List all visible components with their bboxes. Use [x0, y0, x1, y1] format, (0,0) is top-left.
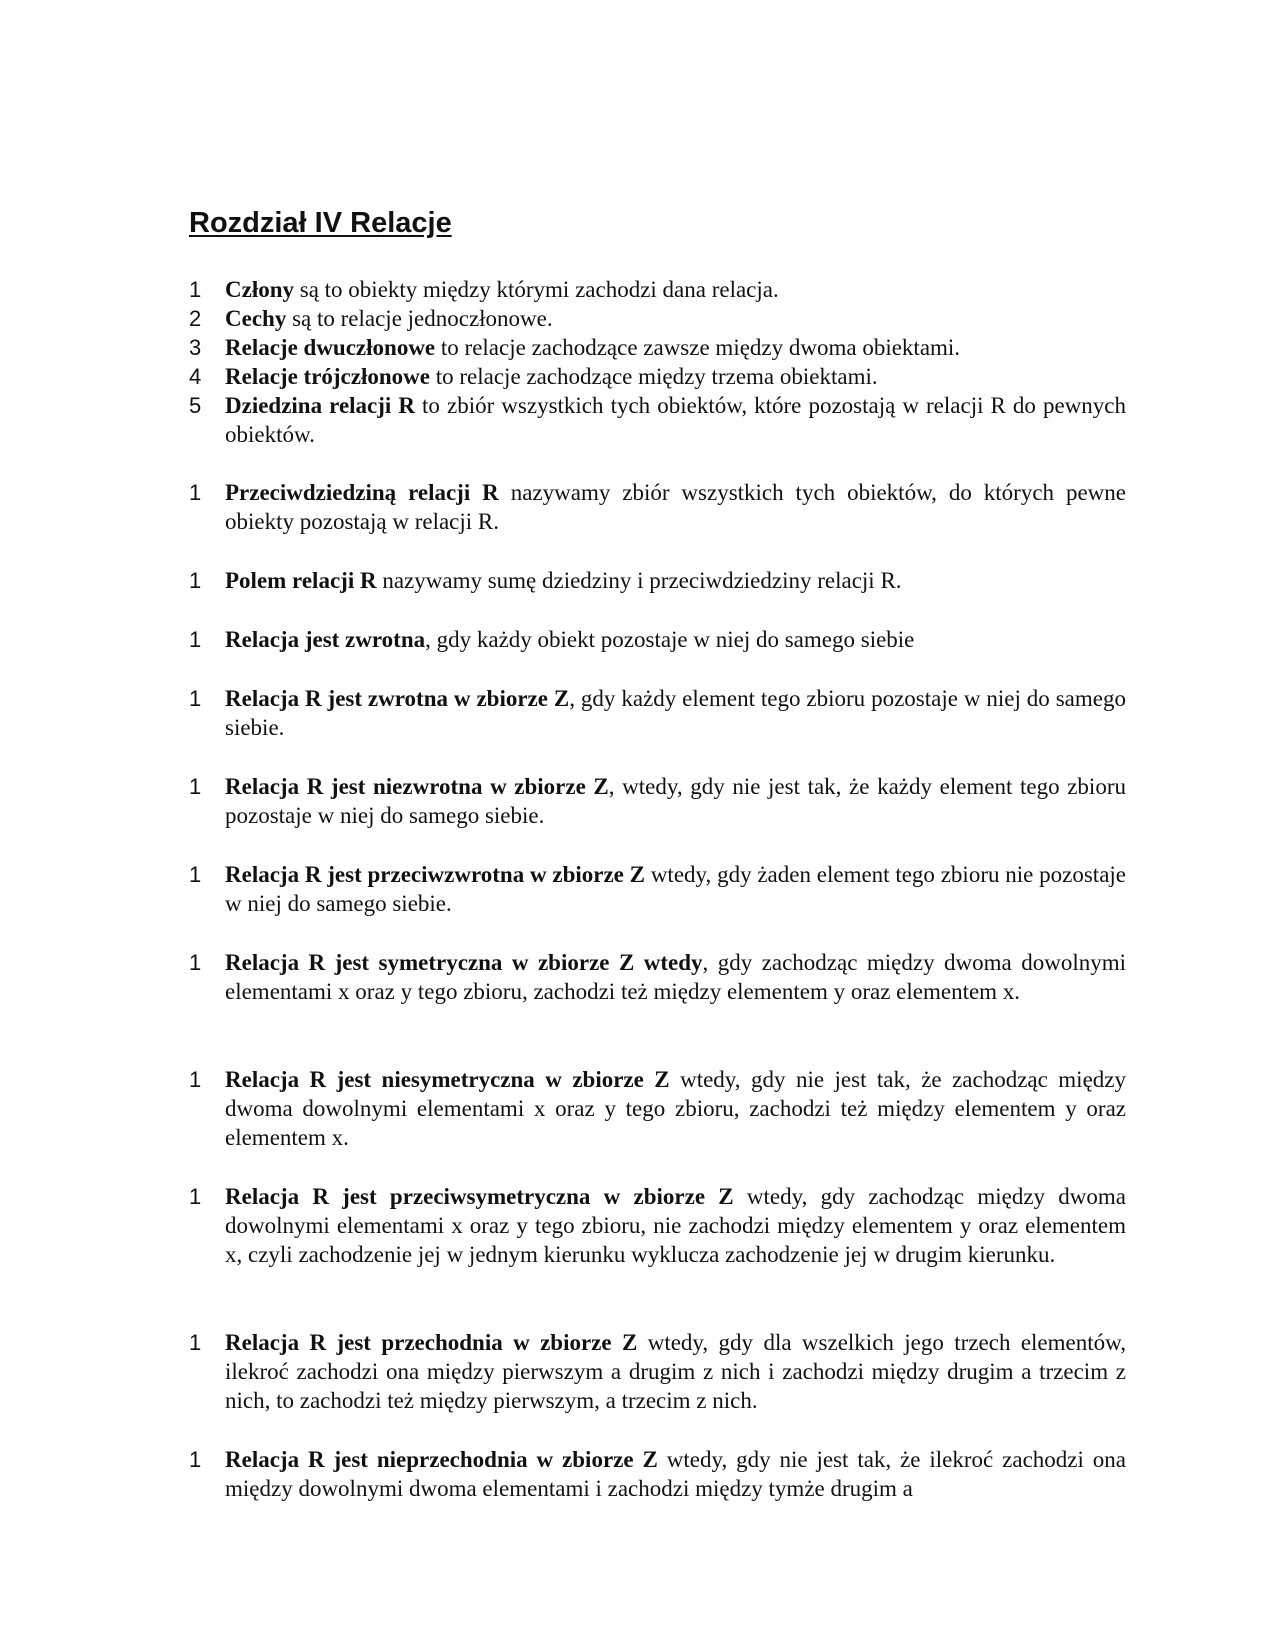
item-term: Relacja R jest niezwrotna w zbiorze Z	[225, 774, 609, 799]
item-text: to relacje zachodzące zawsze między dwoma obiektami.	[435, 335, 961, 360]
item-text: to relacje zachodzące między trzema obiektami.	[429, 364, 878, 389]
item-term: Relacja R jest niesymetryczna w zbiorze Z	[225, 1067, 670, 1092]
list-item	[189, 362, 1126, 391]
item-text: nazywamy zbiór wszystkich tych obiektów, do których pewne obiekty pozostają w relacji R.	[225, 480, 1126, 534]
item-text: to zbiór wszystkich tych obiektów, które pozostają w relacji R do pewnych obiektów.	[225, 393, 1127, 447]
item-term: Relacja jest zwrotna	[225, 627, 426, 652]
item-number: 1	[189, 862, 202, 887]
item-number: 1	[189, 1330, 202, 1355]
list-item	[189, 948, 1126, 1006]
list-item	[189, 772, 1126, 830]
item-text: są to obiekty między którymi zachodzi dana relacja.	[294, 277, 779, 302]
item-text: , wtedy, gdy nie jest tak, że każdy element tego zbioru pozostaje w niej do samego siebie.	[225, 774, 1126, 828]
item-number: 1	[189, 277, 202, 302]
item-text: wtedy, gdy żaden element tego zbioru nie pozostaje w niej do samego siebie.	[225, 862, 1126, 916]
item-term: Relacja R jest nieprzechodnia w zbiorze Z	[225, 1447, 658, 1472]
item-term: Człony	[225, 277, 294, 302]
list-item	[189, 333, 1126, 362]
item-number: 4	[189, 364, 202, 389]
item-term: Przeciwdziedziną relacji R	[225, 480, 499, 505]
item-text: wtedy, gdy nie jest tak, że zachodząc między dwoma dowolnymi elementami x oraz y tego zbioru, zachodzi też między elementem y oraz elementem x.	[225, 1067, 1126, 1150]
item-number: 1	[189, 1447, 202, 1472]
item-number: 3	[189, 335, 202, 360]
list-item	[189, 1065, 1126, 1152]
item-text: wtedy, gdy nie jest tak, że ilekroć zachodzi ona między dowolnymi dwoma elementami i zachodzi między tymże drugim a	[225, 1447, 1126, 1501]
item-number: 1	[189, 627, 202, 652]
item-number: 1	[189, 568, 202, 593]
item-text: , gdy każdy element tego zbioru pozostaje w niej do samego siebie.	[225, 686, 1126, 740]
item-term: Relacja R jest zwrotna w zbiorze Z	[225, 686, 570, 711]
item-number: 1	[189, 774, 202, 799]
chapter-heading: Rozdział IV Relacje	[189, 207, 452, 239]
item-number: 1	[189, 686, 202, 711]
list-item	[189, 275, 1126, 304]
list-item	[189, 566, 1126, 595]
item-term: Relacja R jest przeciwzwrotna w zbiorze Z	[225, 862, 646, 887]
item-term: Polem relacji R	[225, 568, 377, 593]
item-number: 1	[189, 1067, 202, 1092]
item-text: wtedy, gdy zachodząc między dwoma dowolnymi elementami x oraz y tego zbioru, nie zachodzi między elementem y oraz elementem x, czyli zachodzenie jej w jednym kierunku wyklucza zachodzenie jej w drugim kierunku.	[225, 1184, 1126, 1267]
item-term: Relacja R jest przechodnia w zbiorze Z	[225, 1330, 638, 1355]
item-text: , gdy zachodząc między dwoma dowolnymi elementami x oraz y tego zbioru, zachodzi też między elementem y oraz elementem x.	[225, 950, 1127, 1004]
item-number: 2	[189, 306, 202, 331]
list-item	[189, 625, 1126, 654]
item-number: 1	[189, 1184, 202, 1209]
item-term: Dziedzina relacji R	[225, 393, 415, 418]
list-item	[189, 391, 1126, 449]
list-item	[189, 1182, 1126, 1269]
item-term: Relacje dwuczłonowe	[225, 335, 436, 360]
list-item	[189, 1445, 1126, 1503]
item-text: nazywamy sumę dziedziny i przeciwdziedziny relacji R.	[376, 568, 902, 593]
list-item	[189, 1328, 1126, 1415]
item-term: Relacja R jest symetryczna w zbiorze Z wtedy	[225, 950, 703, 975]
list-item	[189, 304, 1126, 333]
list-item	[189, 860, 1126, 918]
item-text: , gdy każdy obiekt pozostaje w niej do samego siebie	[425, 627, 915, 652]
item-text: wtedy, gdy dla wszelkich jego trzech elementów, ilekroć zachodzi ona między pierwszym a drugim z nich i zachodzi między drugim a trzecim z nich, to zachodzi też między pierwszym, a trzecim z nich.	[225, 1330, 1126, 1413]
item-term: Relacja R jest przeciwsymetryczna w zbiorze Z	[225, 1184, 734, 1209]
item-term: Cechy	[225, 306, 287, 331]
list-item	[189, 684, 1126, 742]
item-number: 1	[189, 480, 202, 505]
list-item	[189, 478, 1126, 536]
item-text: są to relacje jednoczłonowe.	[286, 306, 553, 331]
item-term: Relacje trójczłonowe	[225, 364, 430, 389]
item-number: 1	[189, 950, 202, 975]
item-number: 5	[189, 393, 202, 418]
